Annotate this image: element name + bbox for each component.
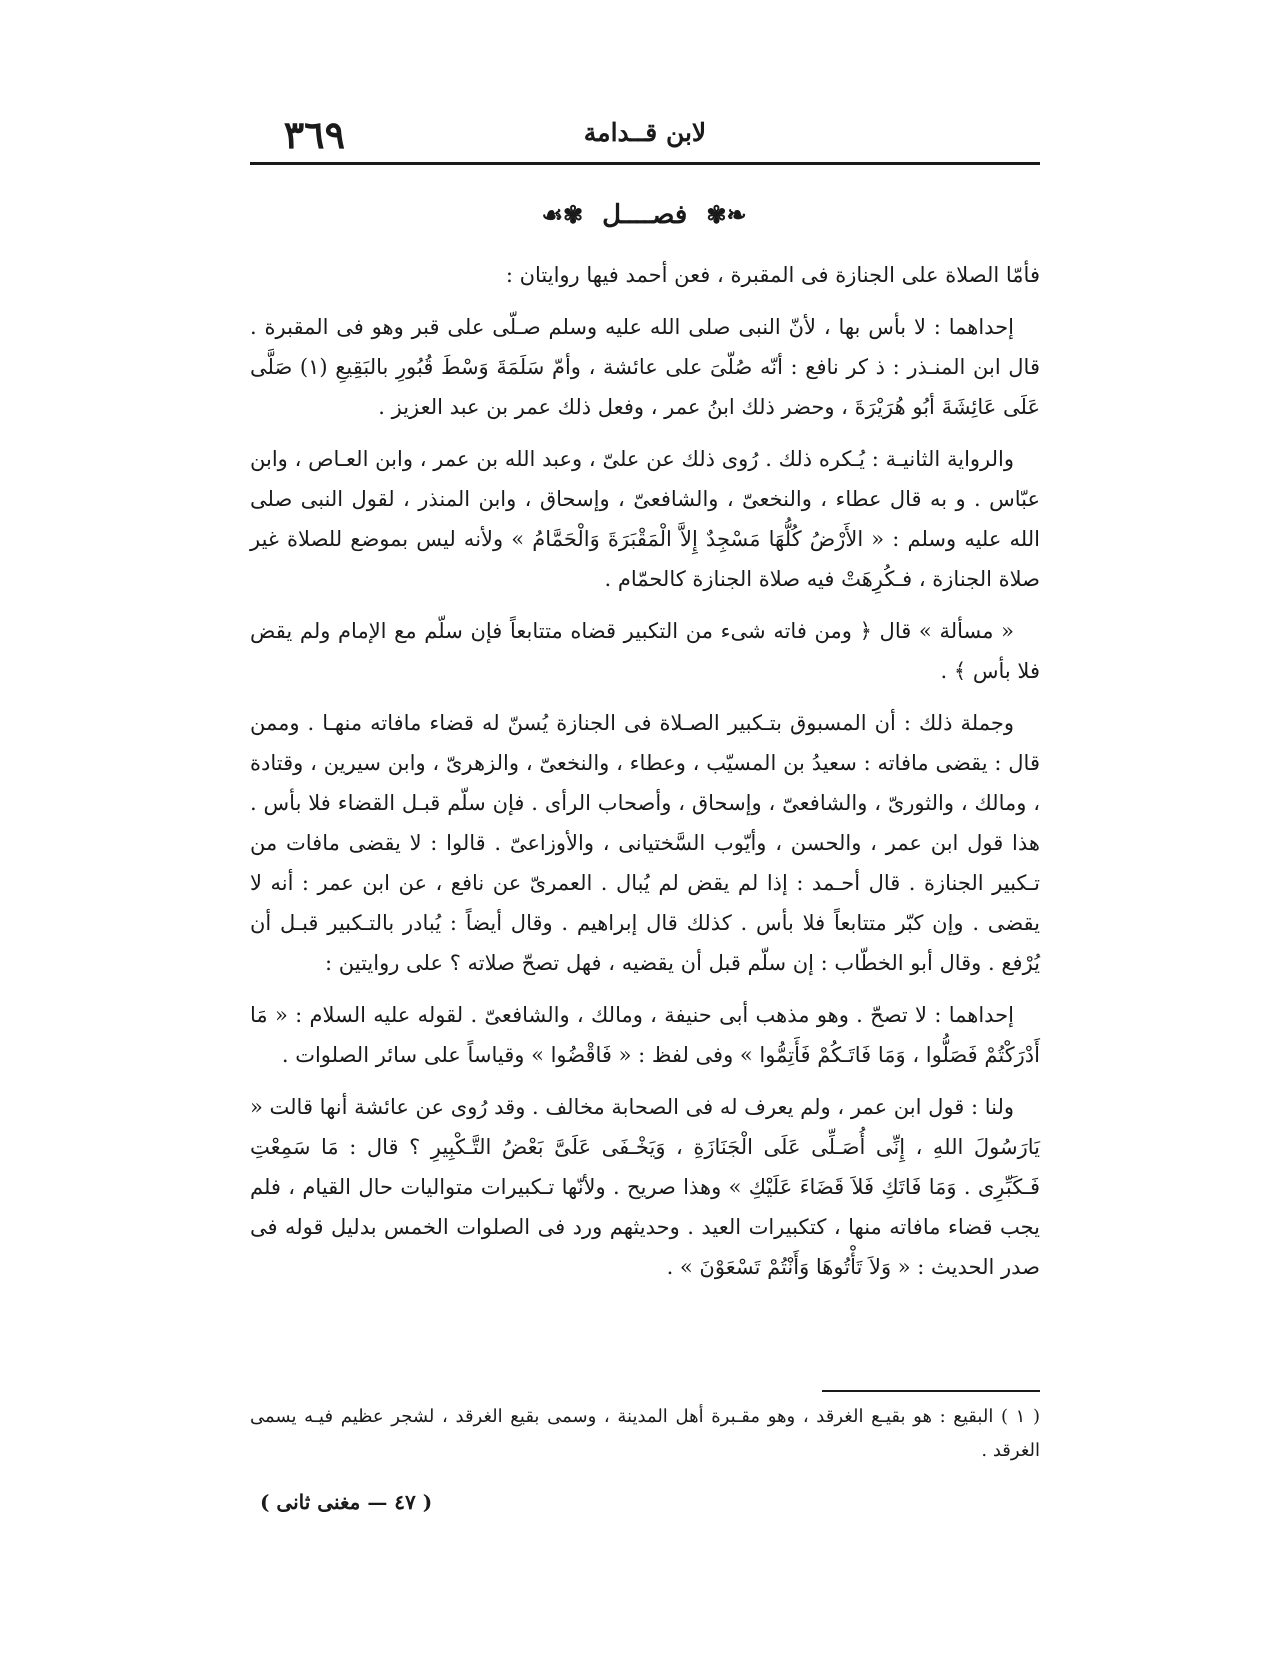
signature-mark: ( ٤٧ — مغنى ثانى )	[260, 1490, 433, 1514]
page-number: ٣٦٩	[283, 112, 345, 157]
paragraph-our-view: ولنا : قول ابن عمر ، ولم يعرف له فى الصحابة مخالف . وقد رُوى عن عائشة أنها قالت « يَارَسُولَ اللهِ ، إِنِّى أُصَـلِّى عَلَى الْجَنَازَةِ ، وَيَخْـفَى عَلَىَّ بَعْضُ التَّـكْبِيرِ ؟ قال : مَا سَمِعْتِ فَـكَبِّرِى . وَمَا فَاتَكِ فَلاَ قَضَاءَ عَلَيْكِ » وهذا صريح . ولأنّها تـكبيرات متواليات حال القيام ، فلم يجب قضاء مافاته منها ، كتكبيرات العيد . وحديثهم ورد فى الصلوات الخمس بدليل قوله فى صدر الحديث : « وَلاَ تَأْتُوهَا وَأَنْتُمْ تَسْعَوْنَ » .	[250, 1095, 1040, 1279]
section-title: فصــــل	[602, 200, 688, 230]
paragraph-intro: فأمّا الصلاة على الجنازة فى المقبرة ، فعن أحمد فيها روايتان :	[505, 263, 1040, 287]
paragraph-masala: « مسألة » قال ﴿ ومن فاته شىء من التكبير قضاه متتابعاً فإن سلّم مع الإمام ولم يقض فلا بأس ﴾ .	[250, 619, 1040, 683]
paragraph-second-narration: والرواية الثانيـة : يُـكره ذلك . رُوى ذلك عن علىّ ، وعبد الله بن عمر ، وابن العـاص ، وابن عبّاس . و به قال عطاء ، والنخعىّ ، والشافعىّ ، وإسحاق ، وابن المنذر ، لقول النبى صلى الله عليه وسلم : « الأَرْضُ كُلُّهَا مَسْجِدٌ إِلاَّ الْمَقْبَرَةَ وَالْحَمَّامُ » ولأنه ليس بموضع للصلاة غير صلاة الجنازة ، فـكُرِهَتْ فيه صلاة الجنازة كالحمّام .	[250, 447, 1040, 591]
paragraph-first-narration: إحداهما : لا بأس بها ، لأنّ النبى صلى الله عليه وسلم صـلّى على قبر وهو فى المقبرة . قال ابن المنـذر : ذ كر نافع : أنّه صُلّىَ على عائشة ، وأمّ سَلَمَةَ وَسْطَ قُبُورِ بالبَقِيعِ (١) صَلَّى عَلَى عَائِشَةَ أبُو هُرَيْرَةَ ، وحضر ذلك ابنُ عمر ، وفعل ذلك عمر بن عبد العزيز .	[250, 315, 1040, 419]
ornament-right-icon: ❧✾	[706, 200, 747, 229]
paragraph-summary: وجملة ذلك : أن المسبوق بتـكبير الصـلاة فى الجنازة يُسنّ له قضاء مافاته منهـا . وممن قال : يقضى مافاته : سعيدُ بن المسيّب ، وعطاء ، والنخعىّ ، والزهرىّ ، وابن سيرين ، وقتادة ، ومالك ، والثورىّ ، والشافعىّ ، وإسحاق ، وأصحاب الرأى . فإن سلّم قبـل القضاء فلا بأس . هذا قول ابن عمر ، والحسن ، وأيّوب السَّختيانى ، والأوزاعىّ . قالوا : لا يقضى مافات من تـكبير الجنازة . قال أحـمد : إذا لم يقض لم يُبال . العمرىّ عن نافع ، عن ابن عمر : أنه لا يقضى . وإن كبّر متتابعاً فلا بأس . كذلك قال إبراهيم . وقال أيضاً : يُبادر بالتـكبير قبـل أن يُرْفع . وقال أبو الخطّاب : إن سلّم قبل أن يقضيه ، فهل تصحّ صلاته ؟ على روايتين :	[250, 711, 1040, 975]
paragraph-first-opinion: إحداهما : لا تصحّ . وهو مذهب أبى حنيفة ، ومالك ، والشافعىّ . لقوله عليه السلام : « مَا أَدْرَكْتُمْ فَصَلُّوا ، وَمَا فَاتَـكُمْ فَأَتِمُّوا » وفى لفظ : « فَاقْضُوا » وقياساً على سائر الصلوات .	[250, 1003, 1040, 1067]
running-head-title: لابن قــدامة	[583, 118, 707, 147]
section-heading	[0, 200, 1288, 230]
main-text	[250, 255, 1040, 1299]
header-rule	[250, 162, 1040, 165]
footnote: ( ١ ) البقيع : هو بقيـع الغرقد ، وهو مقـبرة أهل المدينة ، وسمى بقيع الغرقد ، لشجر عظيم فيـه يسمى الغرقد .	[250, 1406, 1041, 1461]
ornament-left-icon: ✾☙	[541, 200, 584, 229]
footnote-rule	[822, 1390, 1040, 1392]
running-head	[250, 112, 1040, 160]
